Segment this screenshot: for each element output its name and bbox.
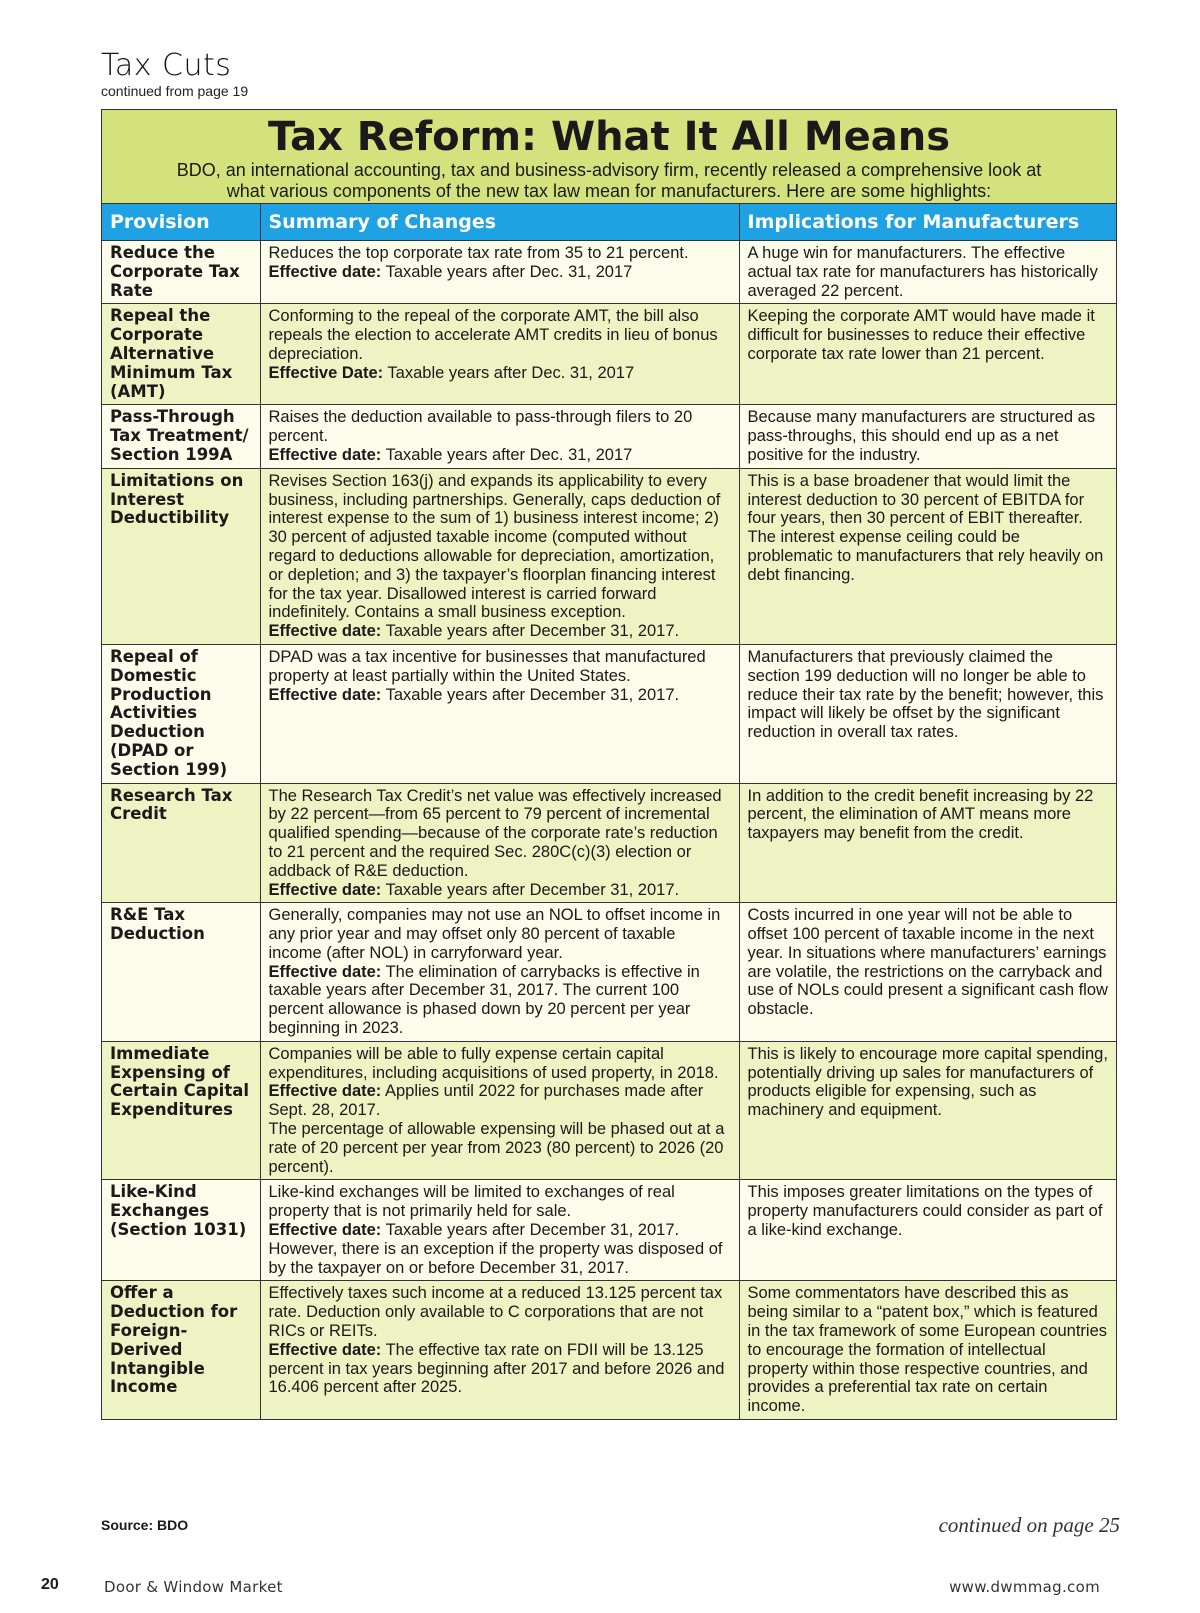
provision-cell: Immediate Expensing of Certain Capital Expenditures xyxy=(102,1041,260,1180)
summary-cell xyxy=(260,405,739,468)
source-credit: Source: BDO xyxy=(101,1517,189,1533)
implications-cell: This is likely to encourage more capital spending, potentially driving up sales for manufacturers of products eligible for expensing, such as machinery and equipment. xyxy=(739,1041,1116,1180)
table-row xyxy=(102,468,1116,644)
implications-cell: A huge win for manufacturers. The effective actual tax rate for manufacturers has historically averaged 22 percent. xyxy=(739,241,1116,304)
provision-cell: Like-Kind Exchanges (Section 1031) xyxy=(102,1180,260,1281)
tax-reform-sidebar xyxy=(101,109,1117,1420)
table-body xyxy=(102,241,1116,1420)
table-row xyxy=(102,1041,1116,1180)
summary-cell xyxy=(260,1041,739,1180)
sidebar-intro: BDO, an international accounting, tax and business-advisory firm, recently released a comprehensive look at what various components of the new tax law mean for manufacturers. Here are some highlights: xyxy=(176,160,1042,201)
effective-date-label: Effective date: xyxy=(268,262,382,281)
table-row xyxy=(102,405,1116,468)
implications-cell: Costs incurred in one year will not be able to offset 100 percent of taxable income in the next year. In situations where manufacturers’ earnings are volatile, the restrictions on the carryback and use of NOLs could present a significant cash flow obstacle. xyxy=(739,903,1116,1042)
effective-date-label: Effective Date: xyxy=(268,363,384,382)
effective-date-text: Taxable years after Dec. 31, 2017 xyxy=(387,363,635,382)
provision-cell: Repeal the Corporate Alternative Minimum Tax (AMT) xyxy=(102,304,260,405)
implications-cell: This imposes greater limitations on the types of property manufacturers could consider as part of a like-kind exchange. xyxy=(739,1180,1116,1281)
summary-cell xyxy=(260,1180,739,1281)
sidebar-title: Tax Reform: What It All Means xyxy=(267,114,951,160)
summary-text: DPAD was a tax incentive for businesses that manufactured property at least partially within the United States. xyxy=(268,647,706,685)
provision-cell: R&E Tax Deduction xyxy=(102,903,260,1042)
table-row xyxy=(102,644,1116,783)
effective-date-text: Applies until 2022 for purchases made after Sept. 28, 2017. xyxy=(268,1082,704,1120)
section-title: Tax Cuts xyxy=(101,48,232,83)
page-number: 20 xyxy=(41,1576,59,1593)
summary-text: Reduces the top corporate tax rate from 35 to 21 percent. xyxy=(268,244,689,262)
effective-date-label: Effective date: xyxy=(268,962,382,981)
implications-cell: Because many manufacturers are structured as pass-throughs, this should end up as a net positive for the industry. xyxy=(739,405,1116,468)
effective-date-label: Effective date: xyxy=(268,685,382,704)
effective-date-label: Effective date: xyxy=(268,622,382,641)
provision-cell: Pass-Through Tax Treatment/ Section 199A xyxy=(102,405,260,468)
summary-cell xyxy=(260,468,739,644)
provision-cell: Repeal of Domestic Production Activities Deduction (DPAD or Section 199) xyxy=(102,644,260,783)
summary-cell xyxy=(260,903,739,1042)
effective-date-text: Taxable years after Dec. 31, 2017 xyxy=(385,445,633,464)
effective-date-text: The elimination of carrybacks is effective in taxable years after December 31, 2017. The current 100 percent allowance is phased down by 20 percent per year beginning in 2023. xyxy=(268,962,700,1038)
column-header-provision: Provision xyxy=(102,204,260,241)
publication-name: Door & Window Market xyxy=(104,1578,283,1596)
implications-cell: Manufacturers that previously claimed the section 199 deduction will no longer be able to reduce their tax rate by the benefit; however, this impact will likely be offset by the significant reduction in overall tax rates. xyxy=(739,644,1116,783)
implications-cell: In addition to the credit benefit increasing by 22 percent, the elimination of AMT means more taxpayers may benefit from the credit. xyxy=(739,783,1116,903)
effective-date-text: The effective tax rate on FDII will be 13.125 percent in tax years beginning after 2017 and before 2026 and 16.406 percent after 2025. xyxy=(268,1340,725,1397)
table-row xyxy=(102,304,1116,405)
effective-date-text: Taxable years after December 31, 2017. However, there is an exception if the property was disposed of by the taxpayer on or before December 31, 2017. xyxy=(268,1221,723,1277)
summary-text: Effectively taxes such income at a reduced 13.125 percent tax rate. Deduction only available to C corporations that are not RICs or REITs. xyxy=(268,1284,723,1341)
summary-text: Revises Section 163(j) and expands its applicability to every business, including partnerships. Generally, caps deduction of interest expense to the sum of 1) business interest income; 2) 30 percent of adjusted taxable income (computed without regard to deductions allowable for depreciation, amortization, or depletion; and 3) the taxpayer’s floorplan financing interest for the tax year. Disallowed interest is carried forward indefinitely. Contains a small business exception. xyxy=(268,471,721,622)
summary-text: Companies will be able to fully expense certain capital expenditures, including acquisitions of used property, in 2018. xyxy=(268,1044,719,1082)
effective-date-text: Taxable years after December 31, 2017. xyxy=(385,685,680,704)
summary-text: Conforming to the repeal of the corporate AMT, the bill also repeals the election to accelerate AMT credits in lieu of bonus depreciation. xyxy=(268,307,718,363)
effective-date-label: Effective date: xyxy=(268,880,382,899)
provision-cell: Offer a Deduction for Foreign-Derived Intangible Income xyxy=(102,1281,260,1419)
provision-cell: Limitations on Interest Deductibility xyxy=(102,468,260,644)
summary-extra-text: The percentage of allowable expensing will be phased out at a rate of 20 percent per year from 2023 (80 percent) to 2026 (20 percent). xyxy=(268,1120,725,1176)
provisions-table xyxy=(102,204,1116,1419)
implications-cell: Keeping the corporate AMT would have made it difficult for businesses to reduce their effective corporate tax rate lower than 21 percent. xyxy=(739,304,1116,405)
summary-text: Raises the deduction available to pass-through filers to 20 percent. xyxy=(268,408,693,446)
effective-date-label: Effective date: xyxy=(268,1082,382,1101)
table-row xyxy=(102,1180,1116,1281)
table-header-row xyxy=(102,204,1116,241)
provision-cell: Research Tax Credit xyxy=(102,783,260,903)
summary-text: Generally, companies may not use an NOL to offset income in any prior year and may offset only 80 percent of taxable income (after NOL) in carryforward year. xyxy=(268,906,721,962)
effective-date-text: Taxable years after December 31, 2017. xyxy=(385,880,680,899)
effective-date-label: Effective date: xyxy=(268,1340,382,1359)
continued-from-note: continued from page 19 xyxy=(101,83,249,99)
summary-cell xyxy=(260,1281,739,1419)
table-row xyxy=(102,783,1116,903)
implications-cell: This is a base broadener that would limit the interest deduction to 30 percent of EBITDA for four years, then 30 percent of EBIT thereafter. The interest expense ceiling could be problematic to manufacturers that rely heavily on debt financing. xyxy=(739,468,1116,644)
column-header-summary: Summary of Changes xyxy=(260,204,739,241)
continued-on-note: continued on page 25 xyxy=(938,1513,1120,1537)
effective-date-text: Taxable years after December 31, 2017. xyxy=(385,622,680,641)
summary-text: The Research Tax Credit’s net value was effectively increased by 22 percent—from 65 percent to 79 percent of incremental qualified spending—because of the corporate rate’s reduction to 21 percent and the required Sec. 280C(c)(3) election or addback of R&E deduction. xyxy=(268,786,722,880)
sidebar-header xyxy=(102,110,1116,204)
effective-date-text: Taxable years after Dec. 31, 2017 xyxy=(385,262,633,281)
summary-cell xyxy=(260,241,739,304)
provision-cell: Reduce the Corporate Tax Rate xyxy=(102,241,260,304)
implications-cell: Some commentators have described this as being similar to a “patent box,” which is featured in the tax framework of some European countries to encourage the formation of intellectual property within those respective countries, and provides a preferential tax rate on certain income. xyxy=(739,1281,1116,1419)
effective-date-label: Effective date: xyxy=(268,445,382,464)
summary-cell xyxy=(260,644,739,783)
table-row xyxy=(102,241,1116,304)
summary-text: Like-kind exchanges will be limited to exchanges of real property that is not primarily held for sale. xyxy=(268,1183,675,1221)
summary-cell xyxy=(260,783,739,903)
column-header-implications: Implications for Manufacturers xyxy=(739,204,1116,241)
summary-cell xyxy=(260,304,739,405)
table-row xyxy=(102,903,1116,1042)
effective-date-label: Effective date: xyxy=(268,1221,382,1240)
publication-url: www.dwmmag.com xyxy=(949,1578,1100,1596)
table-row xyxy=(102,1281,1116,1419)
